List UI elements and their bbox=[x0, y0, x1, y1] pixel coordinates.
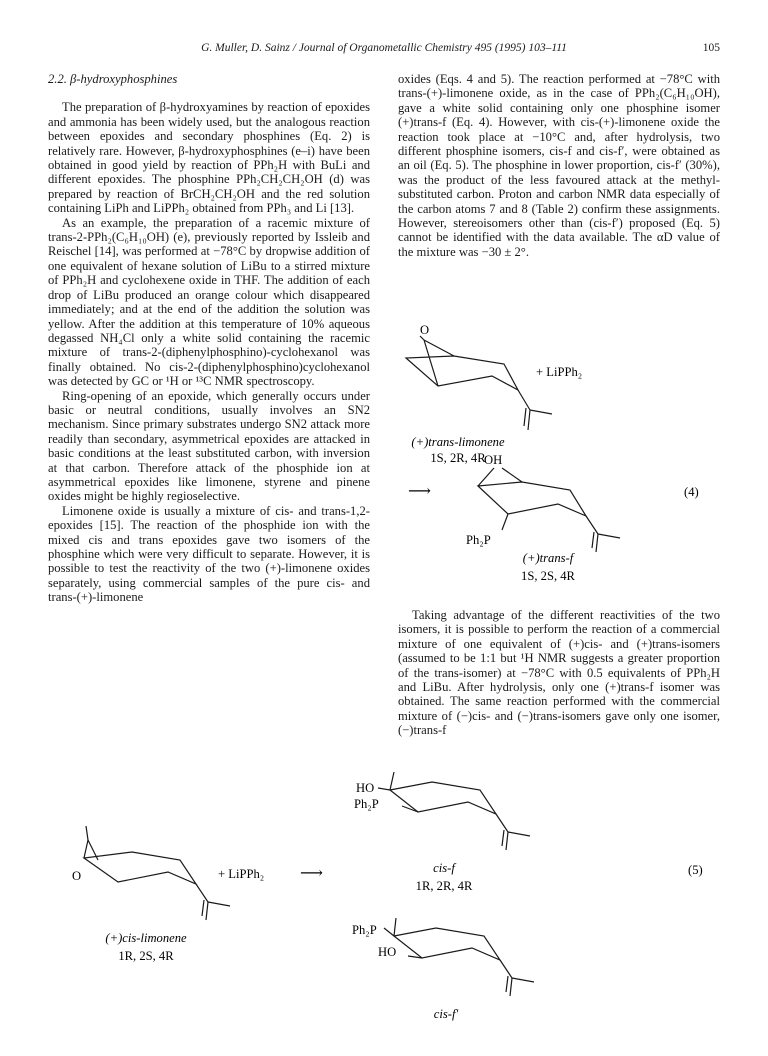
product-config: 1S, 2S, 4R bbox=[521, 569, 575, 583]
paragraph: Limonene oxide is usually a mixture of cis- and trans-1,2-epoxides [15]. The reaction of the phosphide ion with the mixed cis and trans epoxides gave two isomers of the phosphine which were very difficult to separate. However, it is possible to test the reactivity of the two (+)-limonene oxides separately, using commercial samples of the pure cis- and trans-(+)-limonene bbox=[48, 503, 370, 605]
eq-number-4: (4) bbox=[684, 485, 699, 499]
atom-label-ph2p: Ph₂P bbox=[466, 533, 491, 547]
product-name-cis-f: cis-f bbox=[433, 861, 455, 875]
scheme-eq5 bbox=[48, 760, 720, 1040]
right-column-bottom bbox=[398, 608, 720, 738]
cis-limonene-oxide-structure bbox=[84, 826, 230, 920]
running-header bbox=[48, 42, 720, 58]
reactant-name: (+)trans-limonene bbox=[411, 435, 505, 449]
reaction-arrow: ⟶ bbox=[408, 483, 431, 500]
atom-label-ho: HO bbox=[356, 781, 375, 795]
atom-label-o: O bbox=[72, 869, 82, 883]
scheme-eq4 bbox=[398, 318, 720, 600]
paragraph: Taking advantage of the different reactivities of the two isomers, it is possible to perform the reaction of a commercial mixture of one equivalent of (+)cis- and (+)trans-isomers (assumed to be 1:1 but ¹H NMR suggests a greater proportion of the trans-isomer) at −78°C with 0.5 equivalents of PPh₂H and LiBu. After hydrolysis, only one (+)trans-f isomer was obtained. The same reaction performed with the commercial mixture of (−)cis- and (−)trans-isomers gave only one isomer, (−)trans-f bbox=[398, 608, 720, 738]
page-number: 105 bbox=[702, 42, 720, 54]
cis-f-structure bbox=[378, 772, 530, 850]
reactant-config: 1R, 2S, 4R bbox=[118, 949, 174, 963]
atom-label-ph2p: Ph₂P bbox=[354, 797, 379, 811]
running-title: G. Muller, D. Sainz / Journal of Organometallic Chemistry 495 (1995) 103–111 bbox=[201, 42, 567, 54]
product-name-cis-f-prime: cis-f′ bbox=[433, 1007, 459, 1021]
section-title: 2.2. β-hydroxyphosphines bbox=[48, 72, 178, 86]
trans-f-structure bbox=[478, 468, 620, 552]
product-config-cis-f: 1R, 2R, 4R bbox=[415, 879, 473, 893]
atom-label-ho: HO bbox=[378, 945, 397, 959]
limonene-oxide-structure bbox=[406, 336, 552, 430]
cis-f-prime-structure bbox=[384, 918, 534, 996]
paragraph: oxides (Eqs. 4 and 5). The reaction performed at −78°C with trans-(+)-limonene oxide, as in the case of PPh₂(C₆H₁₀OH), gave a white solid containing only one phosphine isomer (+)trans-f (Eq. 4). However, with cis-(+)-limonene oxide the reaction took place at −10°C and, after hydrolysis, two different phosphine isomers, cis-f and cis-f′, were obtained as an oil (Eq. 5). The phosphine in lower proportion, cis-f′ (30%), was the product of the less favoured attack at the methyl-substituted carbon. Proton and carbon NMR data especially of the carbon atoms 7 and 8 (Table 2) confirm these assignments. However, stereoisomers other than (cis-f′) proposed (Eq. 5) cannot be identified with the data available. The αD value of the mixture was −30 ± 2°. bbox=[398, 72, 720, 259]
paragraph: As an example, the preparation of a racemic mixture of trans-2-PPh₂(C₆H₁₀OH) (e), previously reported by Issleib and Reischel [14], was performed at −78°C by dropwise addition of one equivalent of hexane solution of LiBu to a stirred mixture of PPh₂H and cyclohexene oxide in THF. The addition of each drop of LiBu produced an orange colour which disappeared immediately; and at the end of the addition the solution was yellow. After the addition at this temperature of 10% aqueous degassed NH₄Cl only a white solid containing the racemic mixture of trans-2-(diphenylphosphino)-cyclohexanol was finally obtained. No cis-2-(diphenylphosphino)cyclohexanol was detected by GC or ¹H or ¹³C NMR spectroscopy. bbox=[48, 215, 370, 389]
atom-label-oh: OH bbox=[484, 453, 503, 467]
atom-label-o: O bbox=[420, 323, 430, 337]
paragraph: Ring-opening of an epoxide, which generally occurs under basic or neutral conditions, usually involves an SN2 mechanism. Since primary substrates undergo SN2 attack more readily than secondary, asymmetrical epoxides are attacked in basic conditions at the least substituted carbon, with inversion at that carbon. Therefore attack of the phosphide ion at asymmetrical epoxides like limonene, styrene and pinene oxides might be highly regioselective. bbox=[48, 388, 370, 504]
paragraph: The preparation of β-hydroxyamines by reaction of epoxides and ammonia has been widely used, but the analogous reaction between epoxides and secondary phosphines (Eq. 2) is relatively rare. However, β-hydroxyphosphines (e–i) have been obtained in good yield by reaction of PPh₂H with BuLi and different epoxides. The phosphine PPh₂CH₂CH₂OH (d) was prepared by reaction of BrCH₂CH₂OH and the red solution containing LiPh and LiPPh₂ obtained from PPh₃ and Li [13]. bbox=[48, 100, 370, 216]
atom-label-ph2p: Ph₂P bbox=[352, 923, 377, 937]
eq-number-5: (5) bbox=[688, 863, 703, 877]
reagent: + LiPPh₂ bbox=[536, 365, 583, 379]
left-column bbox=[48, 72, 370, 605]
reactant-config: 1S, 2R, 4R bbox=[430, 451, 486, 465]
product-name: (+)trans-f bbox=[522, 551, 574, 565]
reaction-arrow: ⟶ bbox=[300, 865, 323, 882]
right-column-top bbox=[398, 72, 720, 259]
reagent: + LiPPh₂ bbox=[218, 867, 265, 881]
reactant-name: (+)cis-limonene bbox=[105, 931, 187, 945]
